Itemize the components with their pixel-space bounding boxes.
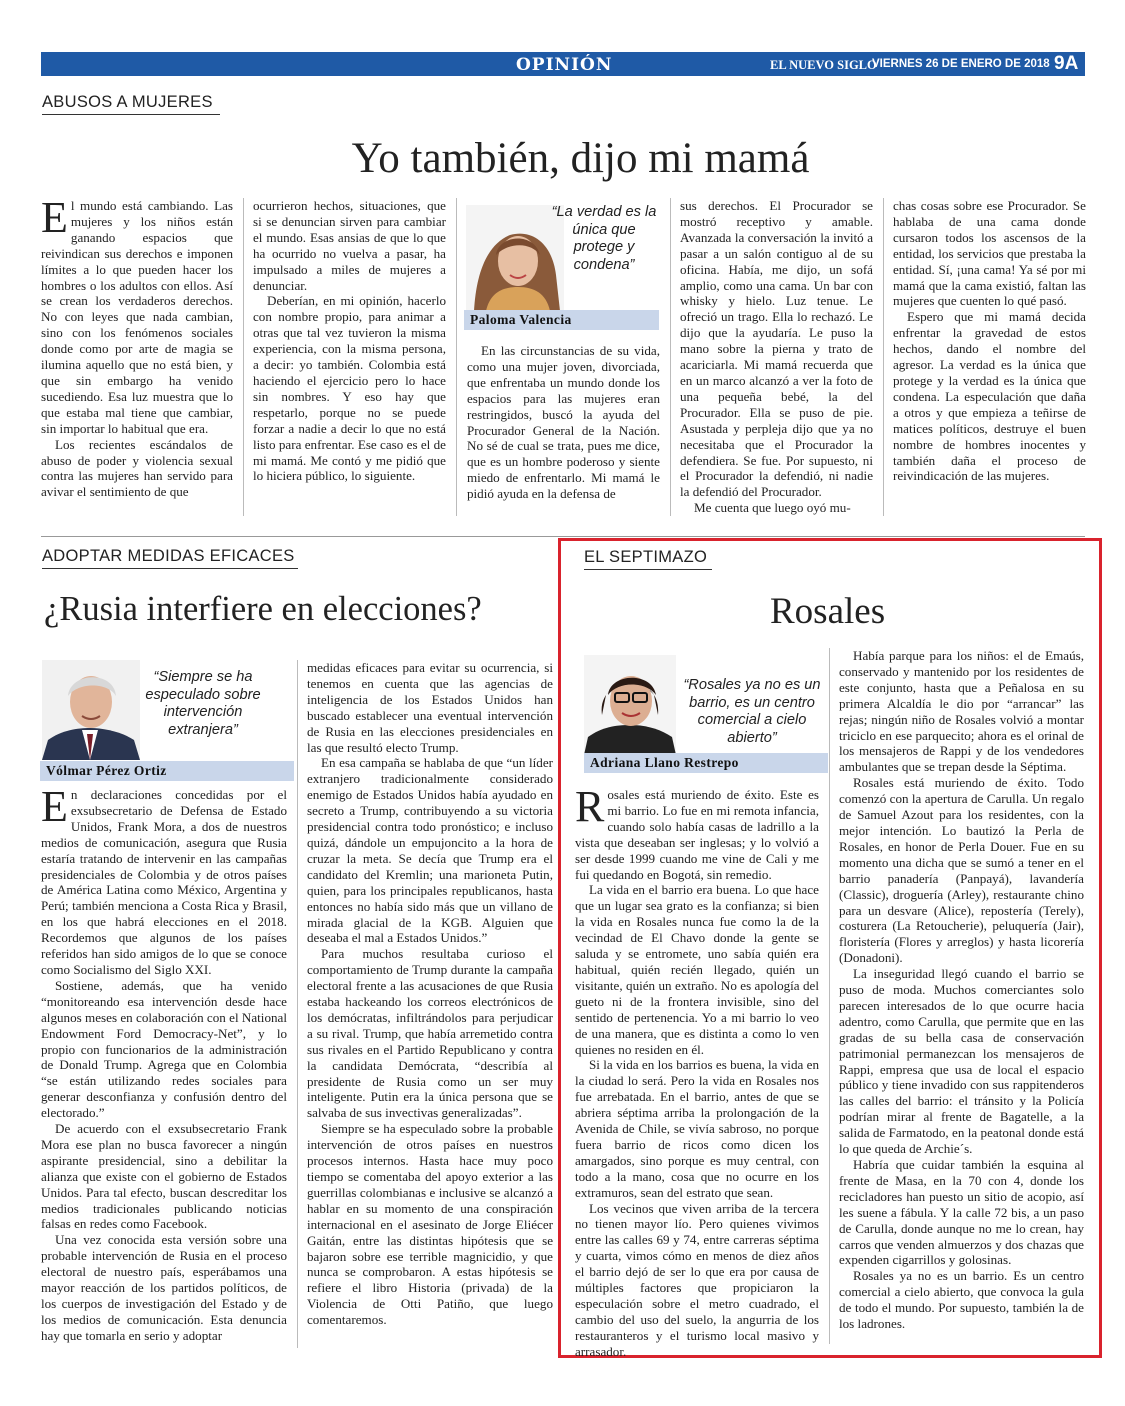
paragraph: Rosales ya no es un barrio. Es un centro comercial a cielo abierto, que convoca la gula de todo el mundo. Por supuesto, también la de los ladrones. xyxy=(839,1268,1084,1332)
column-rule xyxy=(883,198,884,516)
paragraph: Habría que cuidar también la esquina al frente de Masa, en la 70 con 4, donde los recicladores han puesto un sitio de acopio, así les suene a fábula. Y la calle 72 bis, a un paso de Carulla, donde aunque no me lo crean, hay carros que venden almuerzos y dos chazas que expenden cigarrillos y golosinas. xyxy=(839,1157,1084,1268)
paragraph: Si la vida en los barrios es buena, la vida en la ciudad lo será. Pero la vida en Rosales nos fue arrebatada. En el barrio, antes de que se abriera séptima arriba la prolongación de la Avenida de Chile, se vivía sabroso, no porque fuera barrio de ricos como dicen los amargados, sino porque es muy central, con todo a la mano, cosa que no ocurre en los extramuros, sean del estrato que sean. xyxy=(575,1057,819,1200)
paragraph: l mundo está cambiando. Las mujeres y los niños están ganando espacios que reivindican sus derechos e imponen límites a lo que pueden hacer los hombres o los adultos con ellos. Así se crean los verdaderos derechos. No con leyes que nada cambian, sino con los fenómenos sociales donde como por arte de magia se ilumina aquello que no está bien, y que sin embargo ha venido sucediendo. Esa luz muestra que lo que estaba mal tiene que cambiar, sin importar lo habitual que era. xyxy=(41,198,233,436)
paragraph: chas cosas sobre ese Procurador. Se hablaba de una cama donde cursaron todos los ascensos de la entidad, los servicios que prestaba la entidad. Sí, ¡una cama! Ya sé por mi mamá que la cama existió, faltan las mujeres que cuenten lo qué pasó. xyxy=(893,198,1086,309)
paragraph: Siempre se ha especulado sobre la probable intervención de otros países en nuestros procesos internos. Hasta hace muy poco tiempo se comentaba del apoyo exterior a las guerrillas colombianas e inclusive se alcanzó a hablar en su momento de una conspiración internacional en el asesinato de Jorge Eliécer Gaitán, entre las distintas hipótesis que se bajaron sobre ese terrible magnicidio, y que nunca se comprobaron. A estas hipótesis se refiere el libro Historia (privada) de la Violencia de Otti Patiño, que luego comentaremos. xyxy=(307,1121,553,1328)
paragraph: En las circunstancias de su vida, como una mujer joven, divorciada, que enfrentaba un mundo donde los espacios para las mujeres eran restringidos, buscó la ayuda del Procurador General de la Nación. No sé de cual se trata, pues me dice, que es un hombre poderoso y siente miedo de enfrentarlo. Mi mamá le pidió ayuda en la defensa de xyxy=(467,343,660,502)
author-name: Paloma Valencia xyxy=(464,310,659,330)
paragraph: Rosales está muriendo de éxito. Todo comenzó con la apertura de Carulla. Un regalo de Samuel Azout para los residentes, con la mejor intención. Lo bautizó la Perla de Rosales, en honor de Perla Douer. Fue en su momento una dicha que se sumó a tener en el barrio panadería (Panpayá), lavandería (Classic), droguería (Arley), restaurante chino para un desvare (Alice), repostería (Terely), costurera (La Retoucherie), peluquería (Jair), floristería (Flores y arreglos) y hasta licorería (Donadoni). xyxy=(839,775,1084,966)
section-divider xyxy=(41,536,1085,537)
article1-column-1 xyxy=(41,193,233,500)
article1-column-4 xyxy=(680,198,873,516)
article1-column-3 xyxy=(467,343,660,502)
dropcap: E xyxy=(41,193,68,242)
paragraph: Los recientes escándalos de abuso de poder y violencia sexual contra las mujeres han servido para avivar el sentimiento de que xyxy=(41,436,233,500)
article3-title: Rosales xyxy=(770,591,886,632)
paragraph: En esa campaña se hablaba de que “un líder extranjero tradicionalmente considerado enemigo de Estados Unidos había ayudado en secreto a Trump, contribuyendo a su victoria presidencial contra todo pronóstico; e incluso quizá, dándole un empujoncito a la hora de cruzar la meta. Se decía que Trump era el candidato del Kremlin; una marioneta Putin, quien, para los principales republicanos, hasta entonces no había sido más que un villano de mirada glacial de la KGB. Alguien que deseaba el mal a Estados Unidos.” xyxy=(307,755,553,946)
paragraph: Los vecinos que viven arriba de la tercera no tienen mayor lío. Pero quienes vivimos entre las calles 69 y 74, entre carreras séptima y cuarta, vimos cómo en menos de diez años el barrio dejó de ser lo que era por causa de múltiples factores que propiciaron la especulación sobre el metro cuadrado, el cambio del uso del suelo, la angurria de los restauranteros y el turismo local masivo y arrasador. xyxy=(575,1200,819,1359)
article2-title: ¿Rusia interfiere en elecciones? xyxy=(44,590,482,628)
column-rule xyxy=(297,660,298,1348)
article2-column-1 xyxy=(41,782,287,1344)
author-photo xyxy=(584,655,676,755)
page-number: 9A xyxy=(1054,53,1079,74)
paragraph: Había parque para los niños: el de Emaús, conservado y mantenido por los residentes de este conjunto, hasta que a Peñalosa en su primera Alcaldía le dio por “arrancar” las rejas; ningún niño de Rosales volvió a montar triciclo en ese parquecito; ahora es el orinal de los mensajeros de Rappi y de los vendedores ambulantes que se trepan desde la Séptima. xyxy=(839,648,1084,775)
paragraph: sus derechos. El Procurador se mostró receptivo y amable. Avanzada la conversación la invitó a pasar a un salón contiguo al de su oficina. Había, me dijo, un sofá amplio, como una cama. Un bar con whisky y hielo. Luz tenue. Le ofreció un trago. Ella lo rechazó. Le dijo que la ayudaría. Le puso la mano sobre la pierna y trato de acariciarla. Mi mamá recuerda que en un marco alcanzó a ver la foto de una pequeña bebé, la del Procurador. Ella se puso de pie. Asustada y perpleja dijo que ya no necesitaba que el Procurador la defendiera. Se fue. Por supuesto, ni el Procurador la defendió, ni nadie la defendió del Procurador. xyxy=(680,198,873,500)
publication-name: EL NUEVO SIGLO xyxy=(770,58,877,72)
paragraph: osales está muriendo de éxito. Este es mi barrio. Lo fue en mi remota infancia, cuando solo había casas de ladrillo a la vista que deseaban ser inglesas; y lo volvió a ser desde 1999 cuando me vine de Cali y me fui quedando en Bogotá, sin remedio. xyxy=(575,787,819,882)
article2-kicker: ADOPTAR MEDIDAS EFICACES xyxy=(42,547,298,569)
author-name: Adriana Llano Restrepo xyxy=(584,753,828,773)
article1-column-5 xyxy=(893,198,1086,484)
author-quote: “Rosales ya no es un barrio, es un centro comercial a cielo abierto” xyxy=(683,677,821,746)
column-rule xyxy=(243,198,244,516)
header-gap xyxy=(41,76,1085,79)
dropcap: E xyxy=(41,782,68,831)
section-label: OPINIÓN xyxy=(516,55,613,75)
article3-kicker: EL SEPTIMAZO xyxy=(584,548,712,570)
article1-column-2 xyxy=(253,198,446,484)
article1-title: Yo también, dijo mi mamá xyxy=(351,135,810,182)
article1-kicker: ABUSOS A MUJERES xyxy=(42,93,220,115)
column-rule xyxy=(829,648,830,1344)
article2-column-2 xyxy=(307,660,553,1328)
author-photo xyxy=(42,660,140,760)
paragraph: Espero que mi mamá decida enfrentar la gravedad de estos hechos, dando el nombre del agresor. La verdad es la única que protege y la verdad es la única que condena. La especulación que daña a otros y que empieza a teñirse de matices políticos, destruye el buen nombre de hombres inocentes y también daña el proceso de reivindicación de las mujeres. xyxy=(893,309,1086,484)
author-quote: “La verdad es la única que protege y condena” xyxy=(551,204,657,273)
paragraph: La inseguridad llegó cuando el barrio se puso de moda. Muchos comerciantes solo parecen interesados de lo que ocurre hacia adentro, como Carulla, que permite que en las gradas de su bella casa de conservación patrimonial permanezcan los mensajeros de Rappi, empresa que usa de local el espacio público y tiene invadido con sus rappitenderos las calles del barrio: el tránsito y la Policía podrían mirar al frente de Bagatelle, a la salida de Farmatodo, en la peatonal donde está lo que queda de Archie´s. xyxy=(839,966,1084,1157)
author-name: Vólmar Pérez Ortiz xyxy=(40,761,294,781)
dropcap: R xyxy=(575,782,605,831)
paragraph: Para muchos resultaba curioso el comportamiento de Trump durante la campaña electoral frente a las acusaciones de que Rusia estaba hackeando los correos electrónicos de los demócratas, infiltrándolos para perjudicar a su rival. Trump, que había arremetido contra sus rivales en el Partido Republicano y contra la candidata Demócrata, “describía al presidente de Rusia como un ser muy inteligente. Putin era la única persona que se salvaba de sus invectivas generalizadas”. xyxy=(307,946,553,1121)
issue-date: VIERNES 26 DE ENERO DE 2018 xyxy=(872,58,1050,70)
article3-column-2 xyxy=(839,648,1084,1332)
paragraph: Una vez conocida esta versión sobre una probable intervención de Rusia en el proceso electoral de nuestro país, esperábamos una mayor reacción de los partidos políticos, de los cuerpos de investigación del Estado y de los medios de comunicación. Esta denuncia hay que tomarla en serio y adoptar xyxy=(41,1232,287,1343)
paragraph: medidas eficaces para evitar su ocurrencia, si tenemos en cuenta que las agencias de inteligencia de los Estados Unidos han buscado establecer una eventual intervención de Rusia en las elecciones presidenciales en las que resultó electo Trump. xyxy=(307,660,553,755)
paragraph: n declaraciones concedidas por el exsubsecretario de Defensa de Estado Unidos, Frank Mora, a dos de nuestros medios de comunicación, asegura que Rusia estaría tratando de intervenir en las campañas presidenciales de Colombia y de otros países de América Latina como México, Argentina y Perú; también menciona a Costa Rica y Brasil, en los que habrá elecciones en el 2018. Recordemos que algunos de los países referidos han sido amigos de lo que se conoce como Socialismo del Siglo XXI. xyxy=(41,787,287,977)
paragraph: Sostiene, además, que ha venido “monitoreando esa intervención desde hace algunos meses en colaboración con el National Endowment Ford Democracy-Net”, y lo propio con funcionarios de la administración de Donald Trump. Agrega que en Colombia “se están utilizando redes sociales para generar desconfianza y confusión dentro del electorado.” xyxy=(41,977,287,1121)
column-rule xyxy=(670,198,671,516)
paragraph: De acuerdo con el exsubsecretario Frank Mora ese plan no busca favorecer a ningún aspirante presidencial, sino a debilitar la alianza que existe con el gobierno de Estados Unidos. Para tal efecto, buscan descreditar los medios tradicionales publicando noticias falsas en redes como Facebook. xyxy=(41,1121,287,1232)
article3-column-1 xyxy=(575,782,819,1360)
paragraph: Me cuenta que luego oyó mu- xyxy=(694,500,851,516)
author-quote: “Siempre se ha especulado sobre intervención extranjera” xyxy=(145,669,261,738)
paragraph: Deberían, en mi opinión, hacerlo con nombre propio, para animar a otras que tal vez tuvieron la misma experiencia, con la misma persona, a decir: yo también. Colombia está haciendo el ejercicio pero lo hace sin nombres. Y eso hay que respetarlo, porque no se puede forzar a nadie a decir lo que no está listo para enfrentar. Ese caso es el de mi mamá. Me contó y me pidió que lo hiciera público, lo siguiente. xyxy=(253,293,446,484)
paragraph: La vida en el barrio era buena. Lo que hace que un lugar sea grato es la confianza; si bien la vida en Rosales nunca fue como la de la vecindad de El Chavo donde la gente se saluda y se entromete, uno sabía quién era habitual, quién recién llegado, quién un visitante, quién un extraño. No es apología del gueto ni de la frontera invisible, sino del sentido de pertenencia. Yo a mi barrio lo veo de una manera, que es distinta a como lo ven quienes no residen en él. xyxy=(575,882,819,1057)
paragraph: ocurrieron hechos, situaciones, que si se denuncian sirven para cambiar el mundo. Esas ansias de que lo que ha ocurrido no vuelva a pasar, ha impulsado a miles de mujeres a denunciar. xyxy=(253,198,446,293)
column-rule xyxy=(456,198,457,516)
